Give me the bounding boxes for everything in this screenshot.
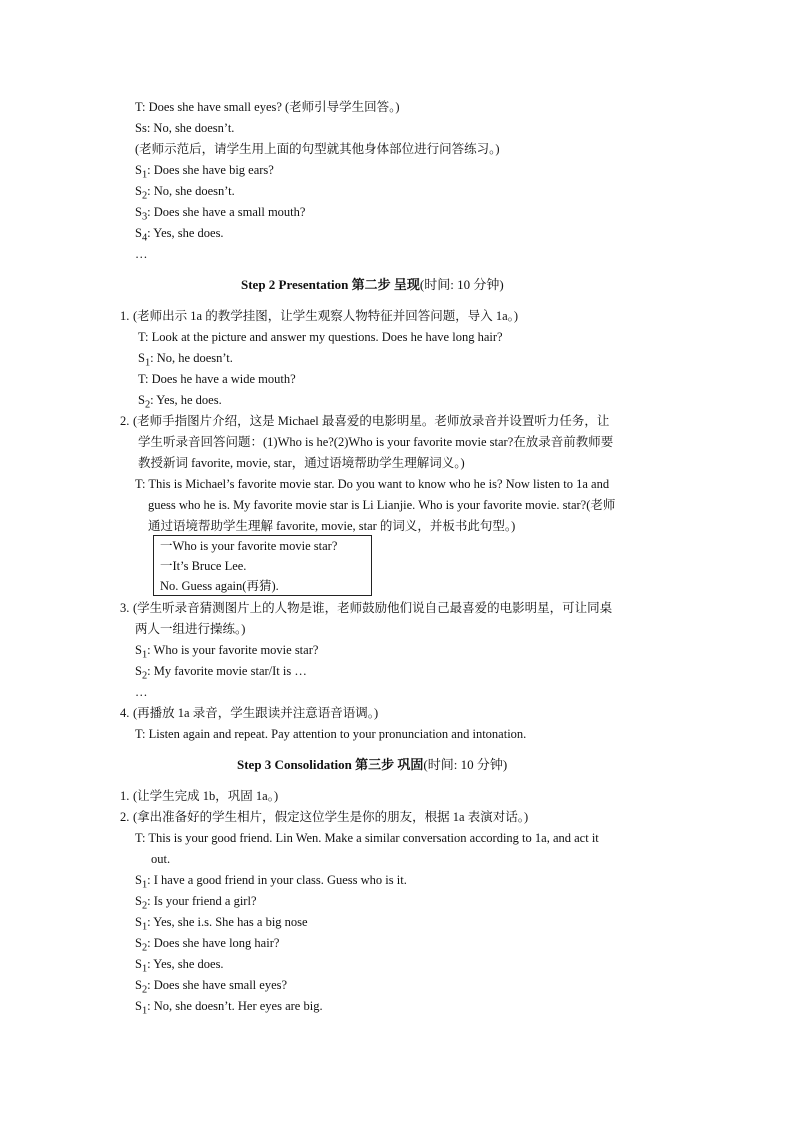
step2-item1-number: 1. xyxy=(120,309,130,323)
step3-dialogue-line-1: $S_1$: I have a good friend in your class. Guess who is it. xyxy=(135,873,407,891)
step2-item1-instruction: (老师出示 1a 的教学挂图，让学生观察人物特征并回答问题，导入 1a。) xyxy=(133,309,519,323)
step2-item3-s2-line: $S_2$: My favorite movie star/It is … xyxy=(135,664,307,682)
step3-dialogue-line-5: $S_1$: Yes, she does. xyxy=(135,957,224,975)
step2-item1-s1-line: $S_1$: No, he doesn’t. xyxy=(138,351,233,369)
intro-s2-line: $S_2$: No, she doesn’t. xyxy=(135,184,235,202)
step3-item1-instruction: (让学生完成 1b，巩固 1a。) xyxy=(133,789,279,803)
step3-item2-number: 2. xyxy=(120,810,130,824)
step2-item2-instruction-3: 教授新词 favorite, movie, star，通过语境帮助学生理解词义。) xyxy=(138,456,465,470)
intro-ellipsis: … xyxy=(135,247,148,261)
step2-item2-teacher-line-2: guess who he is. My favorite movie star is Li Lianjie. Who is your favorite movie. star?(老师 xyxy=(148,498,616,512)
intro-s3-line: $S_3$: Does she have a small mouth? xyxy=(135,205,306,223)
step2-item1-teacher-line: T: Look at the picture and answer my questions. Does he have long hair? xyxy=(138,330,503,344)
step2-item2-instruction-1: (老师手指图片介绍，这是 Michael 最喜爱的电影明星。老师放录音并设置听力任务，让 xyxy=(133,414,610,428)
step2-item3-number: 3. xyxy=(120,601,130,615)
step2-item1-s2-line: $S_2$: Yes, he does. xyxy=(138,393,222,411)
step2-item4-teacher-line: T: Listen again and repeat. Pay attention to your pronunciation and intonation. xyxy=(135,727,527,741)
step2-item1-teacher-line-2: T: Does he have a wide mouth? xyxy=(138,372,296,386)
step3-heading: Step 3 Consolidation 第三步 巩固(时间: 10 分钟) xyxy=(237,757,508,772)
intro-line-students: Ss: No, she doesn’t. xyxy=(135,121,235,135)
board-writing-box xyxy=(153,535,372,596)
intro-line-instruction: (老师示范后，请学生用上面的句型就其他身体部位进行问答练习。) xyxy=(135,142,500,156)
step3-item2-teacher-line-2: out. xyxy=(151,852,171,866)
board-line-3: No. Guess again(再猜). xyxy=(160,579,279,593)
step2-item3-instruction-2: 两人一组进行操练。) xyxy=(135,622,246,636)
step3-dialogue-line-2: $S_2$: Is your friend a girl? xyxy=(135,894,257,912)
step3-dialogue-line-3: $S_1$: Yes, she i.s. She has a big nose xyxy=(135,915,308,933)
step3-dialogue-line-6: $S_2$: Does she have small eyes? xyxy=(135,978,288,996)
step3-dialogue-line-4: $S_2$: Does she have long hair? xyxy=(135,936,280,954)
step2-heading: Step 2 Presentation 第二步 呈现(时间: 10 分钟) xyxy=(241,277,504,292)
step3-item2-teacher-line-1: T: This is your good friend. Lin Wen. Make a similar conversation according to 1a, and act it xyxy=(135,831,599,845)
step2-item3-instruction-1: (学生听录音猜测图片上的人物是谁，老师鼓励他们说自己最喜爱的电影明星，可让同桌 xyxy=(133,601,613,615)
step2-item2-number: 2. xyxy=(120,414,130,428)
step3-item1-number: 1. xyxy=(120,789,130,803)
intro-s4-line: $S_4$: Yes, she does. xyxy=(135,226,224,244)
step3-dialogue-line-7: $S_1$: No, she doesn’t. Her eyes are big. xyxy=(135,999,323,1017)
intro-line-teacher: T: Does she have small eyes? (老师引导学生回答。) xyxy=(135,100,400,114)
step2-item4-instruction: (再播放 1a 录音，学生跟读并注意语音语调。) xyxy=(133,706,379,720)
step2-item3-s1-line: $S_1$: Who is your favorite movie star? xyxy=(135,643,319,661)
step2-item2-teacher-line-3: 通过语境帮助学生理解 favorite, movie, star 的词义，并板书此句型。) xyxy=(148,519,516,533)
board-line-1: 一Who is your favorite movie star? xyxy=(160,539,338,553)
board-line-2: 一It’s Bruce Lee. xyxy=(160,559,247,573)
intro-s1-line: $S_1$: Does she have big ears? xyxy=(135,163,274,181)
step2-item2-instruction-2: 学生听录音回答问题：(1)Who is he?(2)Who is your favorite movie star?在放录音前教师要 xyxy=(138,435,614,449)
step2-item2-teacher-line-1: T: This is Michael’s favorite movie star. Do you want to know who he is? Now listen to 1a and xyxy=(135,477,610,491)
step2-item3-ellipsis: … xyxy=(135,685,148,699)
step2-item4-number: 4. xyxy=(120,706,130,720)
step3-item2-instruction: (拿出准备好的学生相片，假定这位学生是你的朋友，根据 1a 表演对话。) xyxy=(133,810,529,824)
